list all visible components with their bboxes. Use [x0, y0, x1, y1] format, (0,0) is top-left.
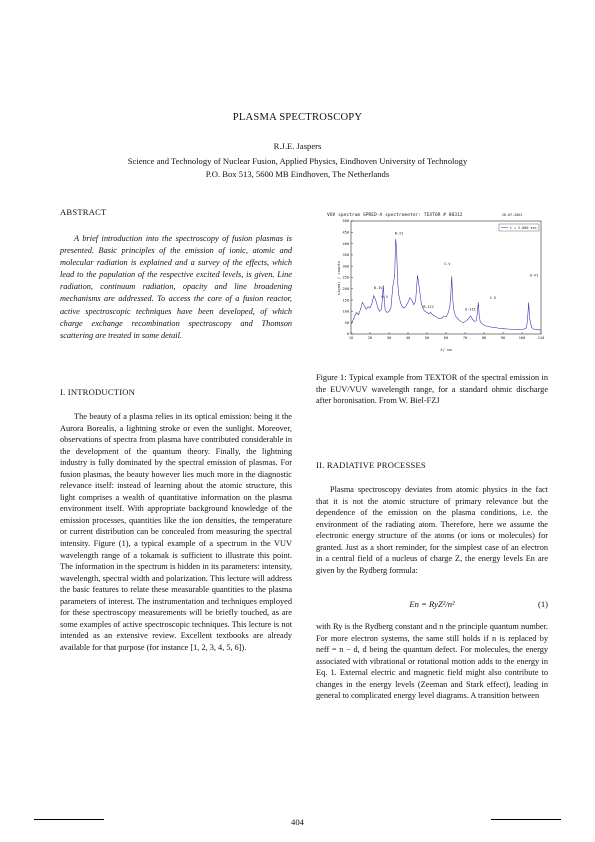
peak-labels [374, 232, 538, 312]
affiliation-line-2: P.O. Box 513, 5600 MB Eindhoven, The Netherlands [205, 169, 390, 179]
x-tick-label: 60 [443, 336, 449, 340]
x-tick-label: 80 [481, 336, 487, 340]
affiliation [0, 155, 595, 181]
equation-body: En = RyZ²/n² [409, 599, 455, 609]
section-2-text-2: with Ry is the Rydberg constant and n the principle quantum number. For more electron systems, the same still holds if n is replaced by neff = n − d, d being the quantum defect. For molecules, the energy associated with vibrational or rotational motion adds to the energy in Eq. 1. External electric and magnetic field might also contribute to changes in the energy levels (Zeeman and Stark effect), leading in general to complicated energy level diagrams. A transition between [316, 622, 548, 701]
peak-label: O-VI [529, 273, 539, 278]
abstract-text: A brief introduction into the spectroscopy of fusion plasmas is presented. Basic principles of the emission of ionic, atomic and molecular radiation is explained and a survey of the effects, which lead to the population of the respective excited levels, is given. Line radiation, continuum radiation, opacity and line broadening mechanisms are addressed. To access the core of a fusion reactor, active spectroscopic techniques have been developed, of which charge exchange recombination spectroscopy and Thomson scattering are treated in some detail. [60, 234, 292, 340]
figure-1-spectrum-plot [321, 209, 551, 359]
peak-label: O-V [381, 294, 388, 299]
rydberg-equation [316, 599, 548, 613]
x-tick-label: 90 [500, 336, 506, 340]
y-tick-label: 350 [342, 253, 349, 258]
figure-1-caption: Figure 1: Typical example from TEXTOR of the spectral emission in the EUV/VUV wavelength range, for a standard ohmic discharge after boronisation. From W. Biel-FZJ [316, 373, 548, 406]
figure-plot-title: VUV spectrum SPRED-A spectrometer: TEXTOR # 88312 [327, 213, 463, 218]
y-tick-label: 250 [342, 275, 349, 280]
peak-label: B-II [394, 231, 404, 236]
y-axis-label: signal / counts [336, 260, 341, 296]
y-tick-label: 200 [342, 287, 349, 291]
author-name: R.J.E. Jaspers [273, 141, 322, 151]
figure-plot-date: 26-07-2001 [502, 213, 523, 217]
x-tick-label: 100 [518, 336, 526, 340]
spectrum-series-line [351, 239, 541, 330]
peak-label: C-V [489, 295, 497, 300]
x-tick-label: 70 [462, 336, 468, 340]
affiliation-line-1: Science and Technology of Nuclear Fusion, Applied Physics, Eindhoven University of Technology [127, 156, 468, 166]
y-tick-label: 300 [342, 264, 349, 269]
y-tick-label: 150 [342, 298, 349, 303]
x-tick-label: 20 [367, 336, 373, 340]
x-tick-label: 50 [424, 336, 430, 340]
section-1-text: The beauty of a plasma relies in its optical emission: being it the Aurora Borealis, a lightning stroke or even the sunlight. Moreover, observations of spectra from plasma have contributed considerable in the development of the quantum theory. Finally, the lightning industry is fully dominated by the spectral emission of plasmas. For fusion plasmas, the beauty however lies much more in the diagnostic relevance itself: instead of learning about the atomic structure, this light comprises a wealth of quantitative information on the plasma environment itself. With appropriate background knowledge of the emission processes, quantities like the ion densities, the temperature or current distribution can be concealed from measuring the spectral intensity. Figure (1), a typical example of a spectrum in the VUV wavelength range of a tokamak is sufficient to illustrate this point. The information in the spectrum is hidden in its parameters: intensity, wavelength, spectral width and polarization. This lecture will address the basic features to relate these measurable quantities to the plasma parameters of interest. The instrumentation and techniques employed for these spectroscopy measurements will be briefly touched, as are some examples of active spectroscopic techniques. This lecture is not intended as an extensive review. Excellent textbooks are already available for that purpose (for instance [1, 2, 3, 4, 5, 6]). [60, 412, 292, 652]
y-tick-label: 0 [346, 332, 349, 337]
peak-label: O-III [465, 307, 476, 312]
abstract-heading: ABSTRACT [60, 207, 107, 217]
x-tick-label: 110 [537, 336, 545, 340]
peak-label: C-V [444, 262, 451, 267]
x-tick-label: 40 [405, 336, 411, 340]
x-axis-ticks [346, 332, 545, 340]
page-number: 404 [291, 817, 304, 827]
peak-label: B-IV [373, 285, 383, 290]
x-tick-label: 10 [348, 336, 354, 340]
equation-number: (1) [537, 599, 548, 609]
x-tick-label: 30 [386, 336, 392, 340]
y-tick-label: 400 [342, 241, 349, 246]
section-2-heading: II. RADIATIVE PROCESSES [316, 460, 426, 470]
paper-title: PLASMA SPECTROSCOPY [232, 112, 363, 123]
y-tick-label: 500 [342, 219, 349, 224]
y-axis-ticks [343, 219, 354, 336]
x-axis-label: λ/ nm [440, 347, 452, 352]
y-tick-label: 450 [342, 230, 349, 235]
legend-label: t = 2.000 sec. [510, 226, 539, 230]
peak-label: B-III [423, 305, 435, 310]
y-tick-label: 50 [344, 320, 349, 325]
section-2-text-1: Plasma spectroscopy deviates from atomic physics in the fact that it is not the atomic structure of primary relevance but the dependence of the emission on the plasma conditions, i.e. the environment of the radiating atom. Therefore, here we assume the electronic energy structure of the atoms (or ions or molecules) for granted. Just as a short reminder, for the simplest case of an electron in a central field of a nucleus of charge Z, the energy levels En are given by the Rydberg formula: [316, 485, 548, 575]
y-tick-label: 100 [342, 309, 349, 314]
section-1-heading: I. INTRODUCTION [60, 387, 136, 397]
